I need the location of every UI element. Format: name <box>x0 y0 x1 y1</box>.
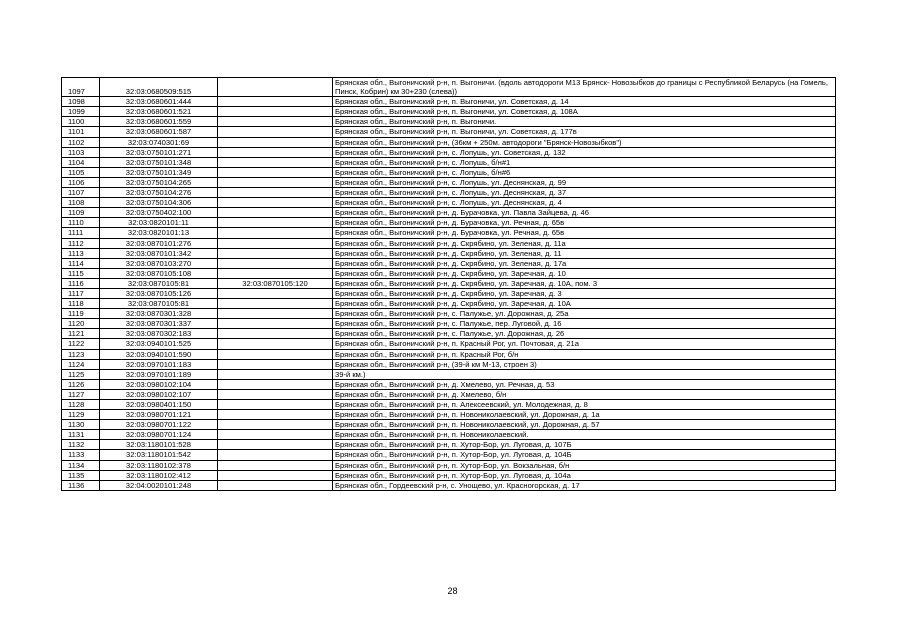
table-row <box>62 400 836 410</box>
cadastral-number-cell: 32:03:0870101:342 <box>100 248 218 258</box>
table-row <box>62 430 836 440</box>
address-cell: Брянская обл., Выгоничский р-н, п. Алексеевский, ул. Молодежная, д. 8 <box>333 400 836 410</box>
table-row <box>62 480 836 490</box>
table-row <box>62 440 836 450</box>
table-row <box>62 248 836 258</box>
row-number-cell: 1133 <box>62 450 100 460</box>
related-cadastral-number-cell <box>218 430 333 440</box>
cadastral-number-cell: 32:03:1180101:542 <box>100 450 218 460</box>
table-row <box>62 369 836 379</box>
row-number-cell: 1113 <box>62 248 100 258</box>
row-number-cell: 1097 <box>62 78 100 97</box>
cadastral-number-cell: 32:03:0980701:124 <box>100 430 218 440</box>
address-cell: Брянская обл., Выгоничский р-н, с. Палужье, ул. Дорожная, д. 26 <box>333 329 836 339</box>
address-cell: 39-й км.) <box>333 369 836 379</box>
row-number-cell: 1119 <box>62 309 100 319</box>
address-cell: Брянская обл., Выгоничский р-н, с. Палужье, ул. Дорожная, д. 25а <box>333 309 836 319</box>
related-cadastral-number-cell <box>218 268 333 278</box>
row-number-cell: 1108 <box>62 198 100 208</box>
table-row <box>62 208 836 218</box>
table-row <box>62 359 836 369</box>
table-row <box>62 450 836 460</box>
cadastral-number-cell: 32:03:0750104:276 <box>100 188 218 198</box>
address-cell: Брянская обл., Выгоничский р-н, п. Красный Рог, б/н <box>333 349 836 359</box>
registry-table <box>61 77 836 491</box>
address-cell: Брянская обл., Выгоничский р-н, п. Хутор-Бор, ул. Луговая, д. 107Б <box>333 440 836 450</box>
cadastral-number-cell: 32:03:0870103:270 <box>100 258 218 268</box>
table-row <box>62 127 836 137</box>
related-cadastral-number-cell: 32:03:0870105:120 <box>218 278 333 288</box>
table-row <box>62 339 836 349</box>
address-cell: Брянская обл., Гордеевский р-н, с. Унощево, ул. Красногорская, д. 17 <box>333 480 836 490</box>
address-cell: Брянская обл., Выгоничский р-н, п. Выгоничи, ул. Советская, д. 14 <box>333 97 836 107</box>
address-cell: Брянская обл., Выгоничский р-н, д. Бурачовка, ул. Павла Зайцева, д. 46 <box>333 208 836 218</box>
address-cell: Брянская обл., Выгоничский р-н, д. Скрябино, ул. Заречная, д. 3 <box>333 288 836 298</box>
cadastral-number-cell: 32:03:0870301:337 <box>100 319 218 329</box>
table-row <box>62 268 836 278</box>
table-row <box>62 258 836 268</box>
table-row <box>62 410 836 420</box>
table-row <box>62 97 836 107</box>
row-number-cell: 1107 <box>62 188 100 198</box>
cadastral-number-cell: 32:03:0750101:348 <box>100 157 218 167</box>
table-row <box>62 329 836 339</box>
address-cell: Брянская обл., Выгоничский р-н, с. Лопушь, ул. Деснянская, д. 37 <box>333 188 836 198</box>
row-number-cell: 1123 <box>62 349 100 359</box>
table-row <box>62 228 836 238</box>
related-cadastral-number-cell <box>218 359 333 369</box>
related-cadastral-number-cell <box>218 470 333 480</box>
related-cadastral-number-cell <box>218 319 333 329</box>
cadastral-number-cell: 32:03:0680509:515 <box>100 78 218 97</box>
row-number-cell: 1098 <box>62 97 100 107</box>
table-row <box>62 188 836 198</box>
cadastral-number-cell: 32:03:1180101:528 <box>100 440 218 450</box>
related-cadastral-number-cell <box>218 369 333 379</box>
row-number-cell: 1102 <box>62 137 100 147</box>
row-number-cell: 1104 <box>62 157 100 167</box>
table-row <box>62 218 836 228</box>
address-cell: Брянская обл., Выгоничский р-н, п. Хутор-Бор, ул. Вокзальная, б/н <box>333 460 836 470</box>
cadastral-number-cell: 32:03:0980401:150 <box>100 400 218 410</box>
address-cell: Брянская обл., Выгоничский р-н, п. Новониколаевский, ул. Дорожная, д. 1а <box>333 410 836 420</box>
row-number-cell: 1112 <box>62 238 100 248</box>
related-cadastral-number-cell <box>218 329 333 339</box>
table-row <box>62 379 836 389</box>
cadastral-number-cell: 32:03:0680601:444 <box>100 97 218 107</box>
related-cadastral-number-cell <box>218 420 333 430</box>
row-number-cell: 1105 <box>62 167 100 177</box>
related-cadastral-number-cell <box>218 379 333 389</box>
row-number-cell: 1109 <box>62 208 100 218</box>
cadastral-number-cell: 32:03:0750402:100 <box>100 208 218 218</box>
row-number-cell: 1124 <box>62 359 100 369</box>
related-cadastral-number-cell <box>218 460 333 470</box>
related-cadastral-number-cell <box>218 97 333 107</box>
cadastral-number-cell: 32:03:1180102:412 <box>100 470 218 480</box>
cadastral-number-cell: 32:03:0980102:104 <box>100 379 218 389</box>
cadastral-number-cell: 32:03:0870105:81 <box>100 278 218 288</box>
address-cell: Брянская обл., Выгоничский р-н, д. Скрябино, ул. Заречная, д. 10 <box>333 268 836 278</box>
cadastral-number-cell: 32:03:0870302:183 <box>100 329 218 339</box>
address-cell: Брянская обл., Выгоничский р-н, п. Новониколаевский. <box>333 430 836 440</box>
row-number-cell: 1135 <box>62 470 100 480</box>
address-cell: Брянская обл., Выгоничский р-н, д. Скрябино, ул. Заречная, д. 10А, пом. 3 <box>333 278 836 288</box>
cadastral-number-cell: 32:03:0970101:183 <box>100 359 218 369</box>
related-cadastral-number-cell <box>218 248 333 258</box>
related-cadastral-number-cell <box>218 480 333 490</box>
table-row <box>62 309 836 319</box>
row-number-cell: 1110 <box>62 218 100 228</box>
row-number-cell: 1115 <box>62 268 100 278</box>
cadastral-number-cell: 32:03:0870105:108 <box>100 268 218 278</box>
cadastral-number-cell: 32:03:1180102:378 <box>100 460 218 470</box>
address-cell: Брянская обл., Выгоничский р-н, с. Палужье, пер. Луговой, д. 16 <box>333 319 836 329</box>
cadastral-number-cell: 32:03:0980701:121 <box>100 410 218 420</box>
row-number-cell: 1128 <box>62 400 100 410</box>
address-cell: Брянская обл., Выгоничский р-н, с. Лопушь, ул. Деснянская, д. 99 <box>333 177 836 187</box>
related-cadastral-number-cell <box>218 167 333 177</box>
address-cell: Брянская обл., Выгоничский р-н, с. Лопушь, б/н#6 <box>333 167 836 177</box>
address-cell: Брянская обл., Выгоничский р-н, с. Лопушь, ул. Деснянская, д. 4 <box>333 198 836 208</box>
row-number-cell: 1136 <box>62 480 100 490</box>
related-cadastral-number-cell <box>218 299 333 309</box>
row-number-cell: 1100 <box>62 117 100 127</box>
table-row <box>62 470 836 480</box>
row-number-cell: 1106 <box>62 177 100 187</box>
related-cadastral-number-cell <box>218 78 333 97</box>
table-row <box>62 117 836 127</box>
related-cadastral-number-cell <box>218 339 333 349</box>
related-cadastral-number-cell <box>218 157 333 167</box>
related-cadastral-number-cell <box>218 147 333 157</box>
related-cadastral-number-cell <box>218 288 333 298</box>
row-number-cell: 1117 <box>62 288 100 298</box>
table-row <box>62 420 836 430</box>
page-number: 28 <box>447 586 458 596</box>
related-cadastral-number-cell <box>218 208 333 218</box>
related-cadastral-number-cell <box>218 410 333 420</box>
registry-table-body <box>62 78 836 491</box>
cadastral-number-cell: 32:03:0740301:69 <box>100 137 218 147</box>
table-row <box>62 319 836 329</box>
related-cadastral-number-cell <box>218 117 333 127</box>
row-number-cell: 1111 <box>62 228 100 238</box>
cadastral-number-cell: 32:03:0820101:13 <box>100 228 218 238</box>
row-number-cell: 1121 <box>62 329 100 339</box>
related-cadastral-number-cell <box>218 228 333 238</box>
related-cadastral-number-cell <box>218 107 333 117</box>
related-cadastral-number-cell <box>218 127 333 137</box>
cadastral-number-cell: 32:03:0940101:525 <box>100 339 218 349</box>
row-number-cell: 1131 <box>62 430 100 440</box>
row-number-cell: 1127 <box>62 389 100 399</box>
address-cell: Брянская обл., Выгоничский р-н, п. Красный Рог, ул. Почтовая, д. 21а <box>333 339 836 349</box>
table-row <box>62 107 836 117</box>
cadastral-number-cell: 32:03:0870101:276 <box>100 238 218 248</box>
address-cell: Брянская обл., Выгоничский р-н, д. Бурачовка, ул. Речная, д. 65в <box>333 228 836 238</box>
cadastral-number-cell: 32:03:0870301:328 <box>100 309 218 319</box>
cadastral-number-cell: 32:03:0870105:81 <box>100 299 218 309</box>
address-cell: Брянская обл., Выгоничский р-н, п. Выгоничи. <box>333 117 836 127</box>
row-number-cell: 1134 <box>62 460 100 470</box>
table-row <box>62 299 836 309</box>
table-row <box>62 157 836 167</box>
table-row <box>62 238 836 248</box>
address-cell: Брянская обл., Выгоничский р-н, п. Хутор-Бор, ул. Луговая, д. 104Б <box>333 450 836 460</box>
cadastral-number-cell: 32:03:0750104:306 <box>100 198 218 208</box>
row-number-cell: 1116 <box>62 278 100 288</box>
related-cadastral-number-cell <box>218 198 333 208</box>
related-cadastral-number-cell <box>218 177 333 187</box>
row-number-cell: 1103 <box>62 147 100 157</box>
address-cell: Брянская обл., Выгоничский р-н, д. Бурачовка, ул. Речная, д. 65в <box>333 218 836 228</box>
row-number-cell: 1118 <box>62 299 100 309</box>
address-cell: Брянская обл., Выгоничский р-н, (36км + 250м. автодороги "Брянск-Новозыбков") <box>333 137 836 147</box>
related-cadastral-number-cell <box>218 349 333 359</box>
table-row <box>62 167 836 177</box>
table-row <box>62 137 836 147</box>
cadastral-number-cell: 32:03:0750104:265 <box>100 177 218 187</box>
row-number-cell: 1099 <box>62 107 100 117</box>
table-row <box>62 147 836 157</box>
cadastral-number-cell: 32:03:0680601:521 <box>100 107 218 117</box>
cadastral-number-cell: 32:03:0750101:271 <box>100 147 218 157</box>
related-cadastral-number-cell <box>218 450 333 460</box>
related-cadastral-number-cell <box>218 258 333 268</box>
address-cell: Брянская обл., Выгоничский р-н, п. Выгоничи, ул. Советская, д. 177в <box>333 127 836 137</box>
row-number-cell: 1132 <box>62 440 100 450</box>
cadastral-number-cell: 32:03:0820101:11 <box>100 218 218 228</box>
table-row <box>62 198 836 208</box>
address-cell: Брянская обл., Выгоничский р-н, д. Скрябино, ул. Заречная, д. 10А <box>333 299 836 309</box>
address-cell: Брянская обл., Выгоничский р-н, п. Хутор-Бор, ул. Луговая, д. 104а <box>333 470 836 480</box>
related-cadastral-number-cell <box>218 218 333 228</box>
row-number-cell: 1126 <box>62 379 100 389</box>
table-row <box>62 389 836 399</box>
address-cell: Брянская обл., Выгоничский р-н, с. Лопушь, б/н#1 <box>333 157 836 167</box>
cadastral-number-cell: 32:03:0870105:126 <box>100 288 218 298</box>
related-cadastral-number-cell <box>218 400 333 410</box>
related-cadastral-number-cell <box>218 440 333 450</box>
cadastral-number-cell: 32:03:0980701:122 <box>100 420 218 430</box>
cadastral-number-cell: 32:03:0940101:590 <box>100 349 218 359</box>
table-row <box>62 288 836 298</box>
address-cell: Брянская обл., Выгоничский р-н, д. Скрябино, ул. Зеленая, д. 11 <box>333 248 836 258</box>
address-cell: Брянская обл., Выгоничский р-н, д. Хмелево, ул. Речная, д. 53 <box>333 379 836 389</box>
address-cell: Брянская обл., Выгоничский р-н, д. Скрябино, ул. Зеленая, д. 17а <box>333 258 836 268</box>
address-cell: Брянская обл., Выгоничский р-н, с. Лопушь, ул. Советская, д. 132 <box>333 147 836 157</box>
table-row <box>62 177 836 187</box>
address-cell: Брянская обл., Выгоничский р-н, п. Выгоничи. (вдоль автодороги М13 Брянск- Новозыбков до границы с Республикой Беларусь (на Гомель, Пинск, Кобрин) км 30+230 (слева)) <box>333 78 836 97</box>
cadastral-number-cell: 32:03:0680601:559 <box>100 117 218 127</box>
row-number-cell: 1130 <box>62 420 100 430</box>
table-row <box>62 78 836 97</box>
address-cell: Брянская обл., Выгоничский р-н, п. Выгоничи, ул. Советская, д. 108А <box>333 107 836 117</box>
cadastral-number-cell: 32:03:0980102:107 <box>100 389 218 399</box>
related-cadastral-number-cell <box>218 188 333 198</box>
row-number-cell: 1122 <box>62 339 100 349</box>
address-cell: Брянская обл., Выгоничский р-н, (39-й км М-13, строен 3) <box>333 359 836 369</box>
address-cell: Брянская обл., Выгоничский р-н, д. Хмелево, б/н <box>333 389 836 399</box>
address-cell: Брянская обл., Выгоничский р-н, д. Скрябино, ул. Зеленая, д. 11а <box>333 238 836 248</box>
row-number-cell: 1129 <box>62 410 100 420</box>
row-number-cell: 1125 <box>62 369 100 379</box>
cadastral-number-cell: 32:03:0680601:587 <box>100 127 218 137</box>
row-number-cell: 1101 <box>62 127 100 137</box>
related-cadastral-number-cell <box>218 137 333 147</box>
table-row <box>62 460 836 470</box>
address-cell: Брянская обл., Выгоничский р-н, п. Новониколаевский, ул. Дорожная, д. 57 <box>333 420 836 430</box>
cadastral-number-cell: 32:04:0020101:248 <box>100 480 218 490</box>
related-cadastral-number-cell <box>218 389 333 399</box>
table-row <box>62 349 836 359</box>
row-number-cell: 1120 <box>62 319 100 329</box>
related-cadastral-number-cell <box>218 309 333 319</box>
table-row <box>62 278 836 288</box>
related-cadastral-number-cell <box>218 238 333 248</box>
row-number-cell: 1114 <box>62 258 100 268</box>
cadastral-number-cell: 32:03:0750101:349 <box>100 167 218 177</box>
cadastral-number-cell: 32:03:0970101:189 <box>100 369 218 379</box>
